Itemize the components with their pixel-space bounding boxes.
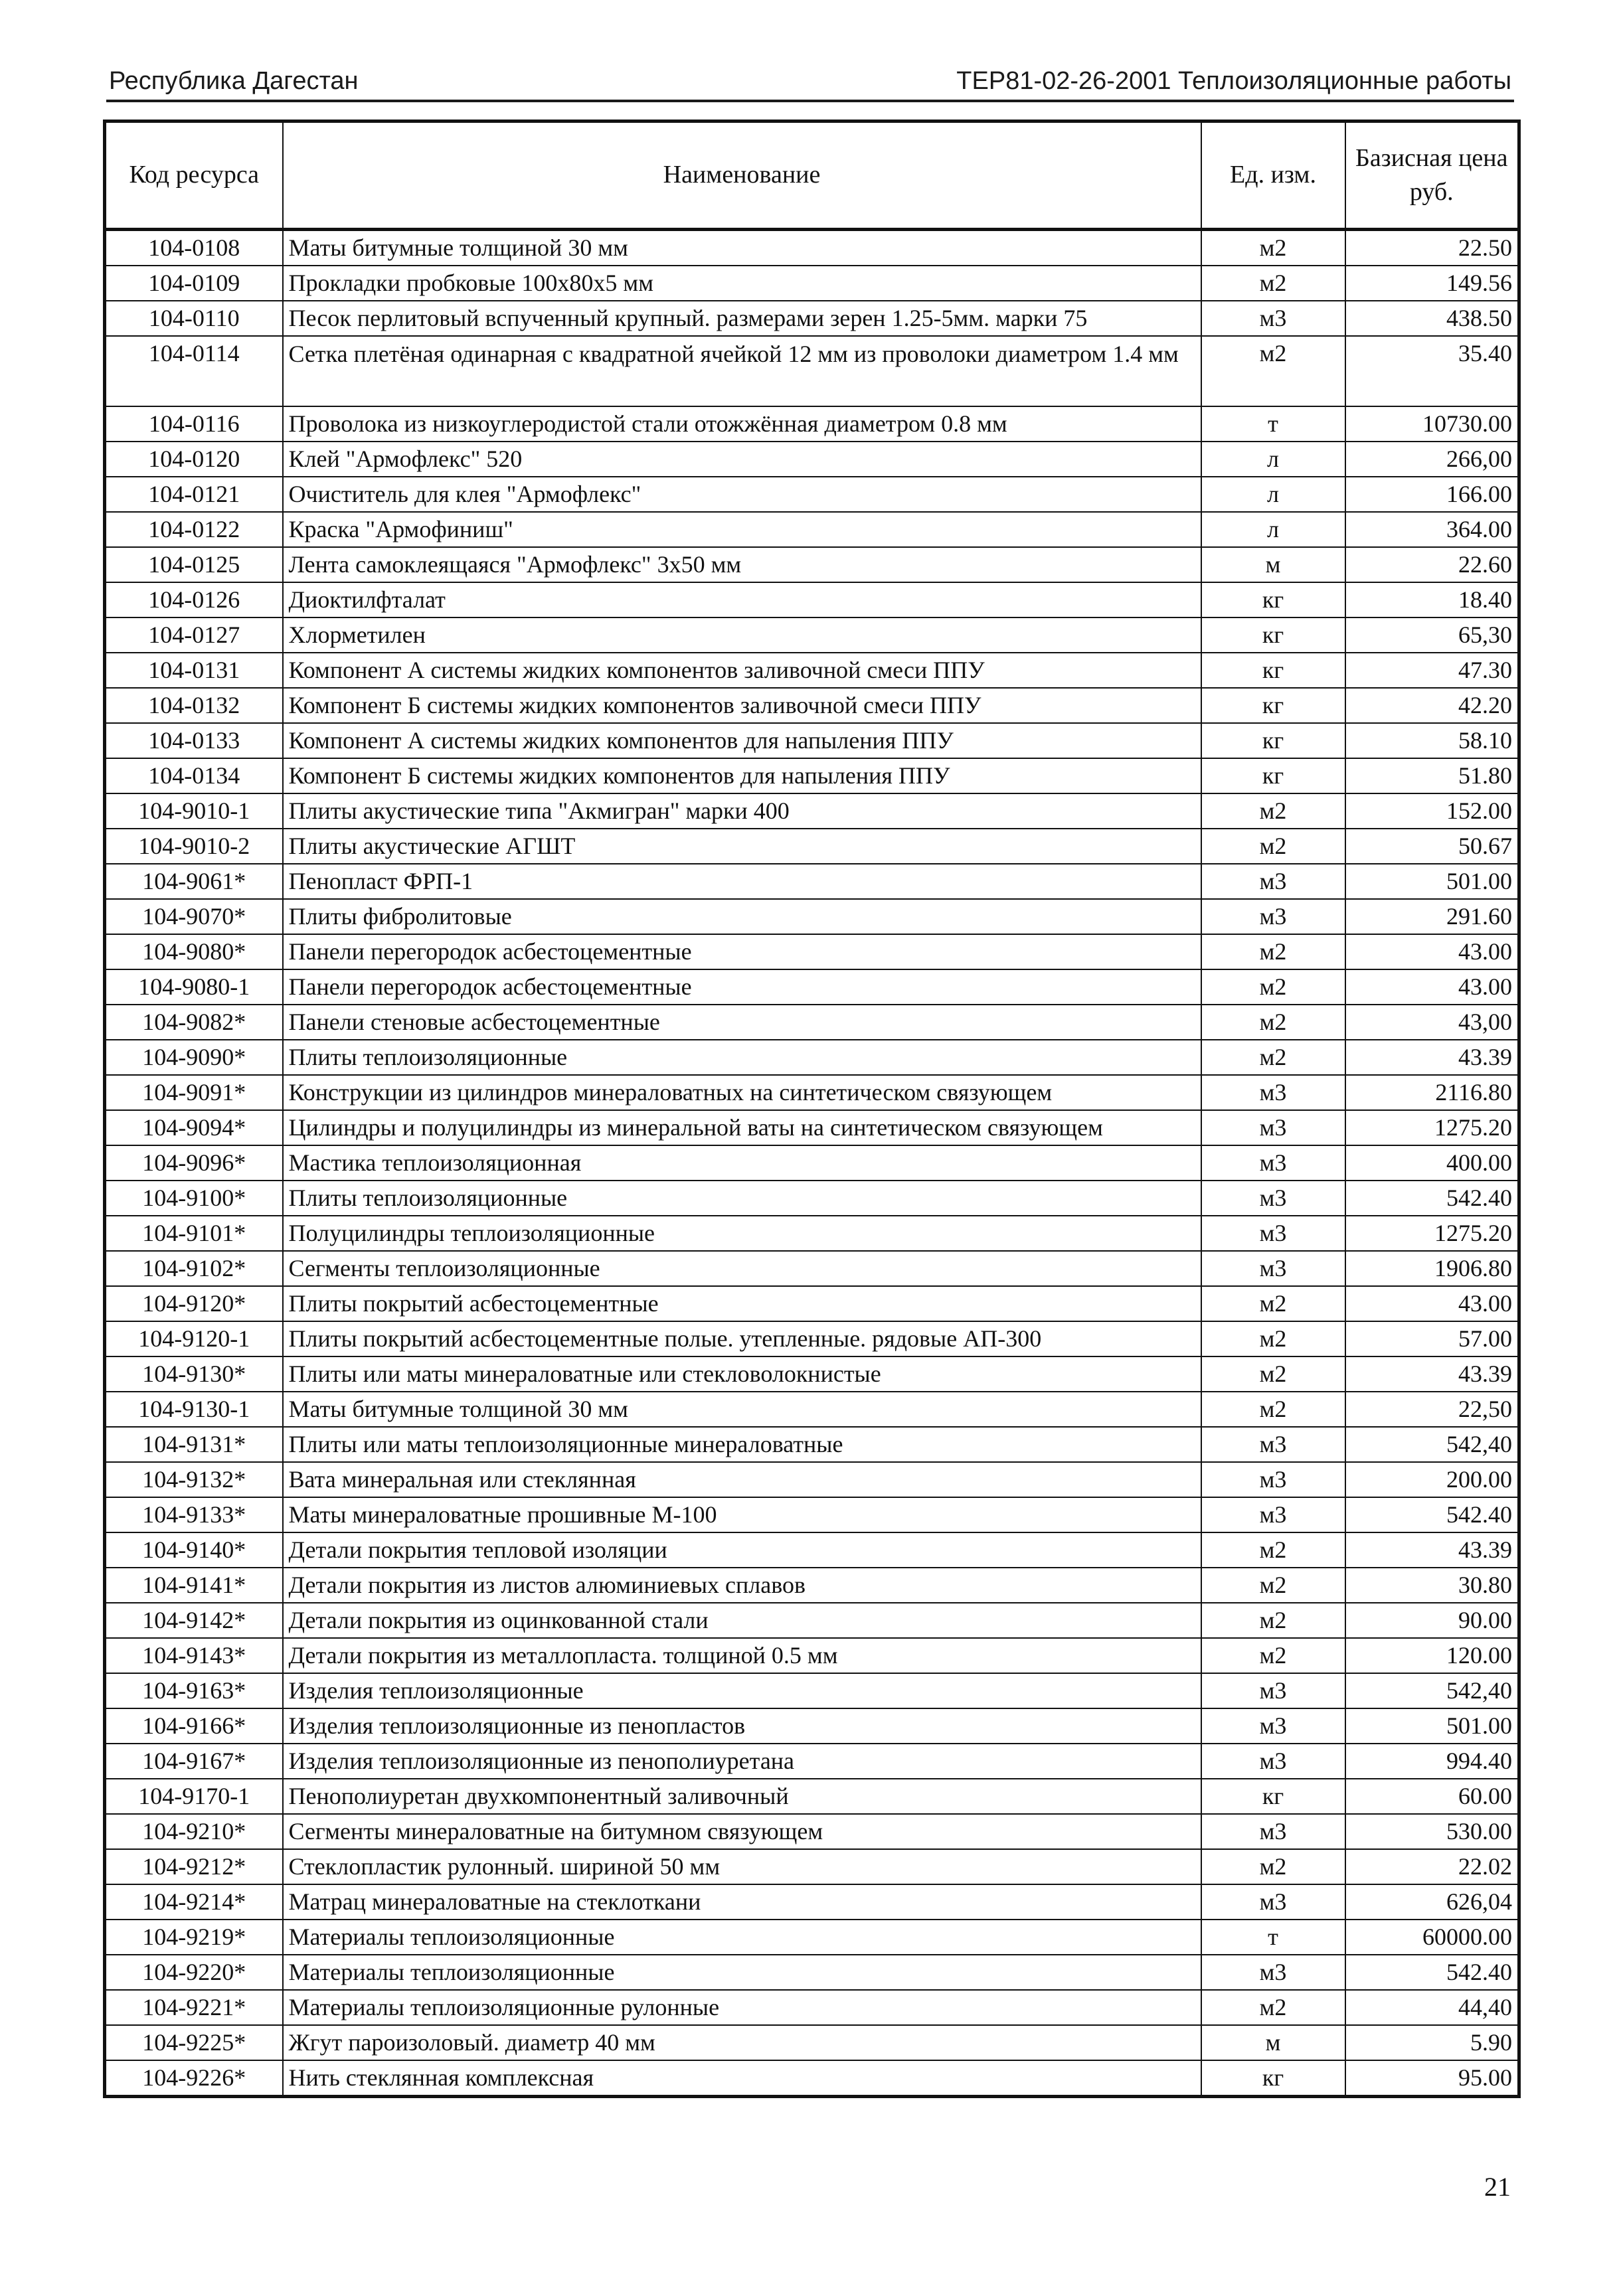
cell-name: Жгут пароизоловый. диаметр 40 мм xyxy=(283,2025,1201,2060)
cell-code: 104-9133* xyxy=(105,1497,283,1532)
cell-code: 104-0133 xyxy=(105,723,283,758)
cell-code: 104-9166* xyxy=(105,1708,283,1744)
cell-price: 43.39 xyxy=(1345,1532,1519,1568)
table-row xyxy=(105,1990,1519,2025)
table-row xyxy=(105,1040,1519,1075)
table-row xyxy=(105,1356,1519,1392)
cell-code: 104-9094* xyxy=(105,1110,283,1145)
table-row xyxy=(105,582,1519,617)
cell-unit: м3 xyxy=(1201,1110,1345,1145)
table-row xyxy=(105,864,1519,899)
cell-name: Краска "Армофиниш" xyxy=(283,512,1201,547)
cell-price: 43.00 xyxy=(1345,1286,1519,1321)
table-row xyxy=(105,1251,1519,1286)
column-header-name: Наименование xyxy=(283,122,1201,230)
cell-price: 1275.20 xyxy=(1345,1110,1519,1145)
cell-code: 104-9163* xyxy=(105,1673,283,1708)
cell-unit: м2 xyxy=(1201,1392,1345,1427)
table-row xyxy=(105,1532,1519,1568)
cell-price: 51.80 xyxy=(1345,758,1519,793)
cell-name: Сегменты минераловатные на битумном связующем xyxy=(283,1814,1201,1849)
cell-code: 104-9141* xyxy=(105,1568,283,1603)
cell-code: 104-9101* xyxy=(105,1216,283,1251)
table-row xyxy=(105,793,1519,829)
cell-code: 104-9061* xyxy=(105,864,283,899)
cell-code: 104-0131 xyxy=(105,653,283,688)
cell-price: 95.00 xyxy=(1345,2060,1519,2097)
cell-code: 104-9010-2 xyxy=(105,829,283,864)
table-row xyxy=(105,723,1519,758)
cell-name: Детали покрытия из листов алюминиевых сплавов xyxy=(283,1568,1201,1603)
cell-name: Материалы теплоизоляционные xyxy=(283,1920,1201,1955)
table-row xyxy=(105,442,1519,477)
cell-name: Маты минераловатные прошивные М-100 xyxy=(283,1497,1201,1532)
cell-code: 104-9130-1 xyxy=(105,1392,283,1427)
table-row xyxy=(105,336,1519,406)
table-row xyxy=(105,1603,1519,1638)
cell-name: Компонент А системы жидких компонентов заливочной смеси ППУ xyxy=(283,653,1201,688)
cell-unit: л xyxy=(1201,442,1345,477)
cell-price: 5.90 xyxy=(1345,2025,1519,2060)
cell-unit: м2 xyxy=(1201,934,1345,969)
cell-code: 104-0121 xyxy=(105,477,283,512)
cell-code: 104-9221* xyxy=(105,1990,283,2025)
cell-price: 50.67 xyxy=(1345,829,1519,864)
cell-price: 501.00 xyxy=(1345,1708,1519,1744)
cell-code: 104-9140* xyxy=(105,1532,283,1568)
table-row xyxy=(105,899,1519,934)
table-row xyxy=(105,1708,1519,1744)
cell-name: Маты битумные толщиной 30 мм xyxy=(283,230,1201,266)
cell-unit: м xyxy=(1201,547,1345,582)
cell-unit: м2 xyxy=(1201,1356,1345,1392)
cell-code: 104-0125 xyxy=(105,547,283,582)
cell-unit: м3 xyxy=(1201,1427,1345,1462)
cell-name: Компонент Б системы жидких компонентов для напыления ППУ xyxy=(283,758,1201,793)
table-row xyxy=(105,934,1519,969)
cell-price: 626,04 xyxy=(1345,1884,1519,1920)
cell-name: Панели стеновые асбестоцементные xyxy=(283,1005,1201,1040)
header-region: Республика Дагестан xyxy=(109,67,359,95)
table-row xyxy=(105,1075,1519,1110)
cell-unit: м3 xyxy=(1201,1673,1345,1708)
cell-unit: м2 xyxy=(1201,1568,1345,1603)
cell-code: 104-9131* xyxy=(105,1427,283,1462)
cell-code: 104-0132 xyxy=(105,688,283,723)
cell-price: 22.02 xyxy=(1345,1849,1519,1884)
column-header-unit: Ед. изм. xyxy=(1201,122,1345,230)
cell-code: 104-9090* xyxy=(105,1040,283,1075)
cell-price: 120.00 xyxy=(1345,1638,1519,1673)
cell-unit: кг xyxy=(1201,758,1345,793)
cell-code: 104-9210* xyxy=(105,1814,283,1849)
column-header-code: Код ресурса xyxy=(105,122,283,230)
cell-code: 104-9070* xyxy=(105,899,283,934)
table-row xyxy=(105,2060,1519,2097)
cell-code: 104-9142* xyxy=(105,1603,283,1638)
cell-price: 58.10 xyxy=(1345,723,1519,758)
table-row xyxy=(105,969,1519,1005)
cell-unit: л xyxy=(1201,477,1345,512)
table-row xyxy=(105,653,1519,688)
cell-code: 104-0108 xyxy=(105,230,283,266)
cell-name: Пенополиуретан двухкомпонентный заливочный xyxy=(283,1779,1201,1814)
cell-name: Компонент Б системы жидких компонентов заливочной смеси ППУ xyxy=(283,688,1201,723)
cell-name: Вата минеральная или стеклянная xyxy=(283,1462,1201,1497)
cell-code: 104-0126 xyxy=(105,582,283,617)
cell-unit: м3 xyxy=(1201,1884,1345,1920)
cell-name: Клей "Армофлекс" 520 xyxy=(283,442,1201,477)
cell-unit: м3 xyxy=(1201,1145,1345,1181)
cell-price: 18.40 xyxy=(1345,582,1519,617)
cell-name: Стеклопластик рулонный. шириной 50 мм xyxy=(283,1849,1201,1884)
cell-code: 104-9082* xyxy=(105,1005,283,1040)
cell-code: 104-0109 xyxy=(105,266,283,301)
cell-price: 266,00 xyxy=(1345,442,1519,477)
cell-unit: м2 xyxy=(1201,230,1345,266)
cell-name: Маты битумные толщиной 30 мм xyxy=(283,1392,1201,1427)
table-row xyxy=(105,1673,1519,1708)
table-row xyxy=(105,1216,1519,1251)
table-row xyxy=(105,547,1519,582)
cell-unit: м3 xyxy=(1201,1814,1345,1849)
cell-price: 43.00 xyxy=(1345,969,1519,1005)
cell-price: 200.00 xyxy=(1345,1462,1519,1497)
cell-name: Лента самоклеящаяся "Армофлекс" 3х50 мм xyxy=(283,547,1201,582)
cell-unit: кг xyxy=(1201,2060,1345,2097)
cell-name: Материалы теплоизоляционные xyxy=(283,1955,1201,1990)
cell-price: 542.40 xyxy=(1345,1955,1519,1990)
table-row xyxy=(105,1920,1519,1955)
cell-code: 104-9219* xyxy=(105,1920,283,1955)
cell-name: Детали покрытия тепловой изоляции xyxy=(283,1532,1201,1568)
table-row xyxy=(105,512,1519,547)
cell-code: 104-9220* xyxy=(105,1955,283,1990)
table-row xyxy=(105,1497,1519,1532)
cell-price: 57.00 xyxy=(1345,1321,1519,1356)
table-row xyxy=(105,2025,1519,2060)
cell-unit: м2 xyxy=(1201,336,1345,406)
table-row xyxy=(105,266,1519,301)
cell-name: Хлорметилен xyxy=(283,617,1201,653)
table-row xyxy=(105,1392,1519,1427)
cell-name: Изделия теплоизоляционные из пенополиуретана xyxy=(283,1744,1201,1779)
cell-name: Прокладки пробковые 100х80х5 мм xyxy=(283,266,1201,301)
cell-unit: кг xyxy=(1201,688,1345,723)
cell-price: 60000.00 xyxy=(1345,1920,1519,1955)
cell-unit: м3 xyxy=(1201,1462,1345,1497)
cell-unit: м2 xyxy=(1201,1286,1345,1321)
cell-code: 104-0122 xyxy=(105,512,283,547)
cell-price: 10730.00 xyxy=(1345,406,1519,442)
cell-unit: кг xyxy=(1201,582,1345,617)
cell-price: 400.00 xyxy=(1345,1145,1519,1181)
cell-name: Песок перлитовый вспученный крупный. размерами зерен 1.25-5мм. марки 75 xyxy=(283,301,1201,336)
cell-code: 104-0127 xyxy=(105,617,283,653)
table-row xyxy=(105,1181,1519,1216)
table-row xyxy=(105,617,1519,653)
cell-unit: л xyxy=(1201,512,1345,547)
header-rule xyxy=(106,100,1514,102)
cell-price: 30.80 xyxy=(1345,1568,1519,1603)
cell-name: Диоктилфталат xyxy=(283,582,1201,617)
cell-unit: т xyxy=(1201,406,1345,442)
cell-unit: м2 xyxy=(1201,1321,1345,1356)
cell-code: 104-0110 xyxy=(105,301,283,336)
cell-unit: кг xyxy=(1201,617,1345,653)
cell-code: 104-9080* xyxy=(105,934,283,969)
cell-price: 43,00 xyxy=(1345,1005,1519,1040)
cell-price: 542.40 xyxy=(1345,1181,1519,1216)
cell-code: 104-9170-1 xyxy=(105,1779,283,1814)
cell-unit: кг xyxy=(1201,1779,1345,1814)
cell-price: 43.00 xyxy=(1345,934,1519,969)
table-body xyxy=(105,230,1519,2097)
cell-unit: м2 xyxy=(1201,266,1345,301)
table-row xyxy=(105,1145,1519,1181)
cell-price: 501.00 xyxy=(1345,864,1519,899)
cell-unit: м3 xyxy=(1201,1216,1345,1251)
cell-name: Изделия теплоизоляционные xyxy=(283,1673,1201,1708)
cell-name: Мастика теплоизоляционная xyxy=(283,1145,1201,1181)
cell-price: 22.60 xyxy=(1345,547,1519,582)
cell-code: 104-9100* xyxy=(105,1181,283,1216)
cell-code: 104-9102* xyxy=(105,1251,283,1286)
cell-unit: м3 xyxy=(1201,1955,1345,1990)
cell-price: 152.00 xyxy=(1345,793,1519,829)
cell-price: 35.40 xyxy=(1345,336,1519,406)
cell-name: Плиты покрытий асбестоцементные xyxy=(283,1286,1201,1321)
cell-code: 104-0134 xyxy=(105,758,283,793)
cell-unit: м2 xyxy=(1201,969,1345,1005)
cell-unit: м3 xyxy=(1201,1744,1345,1779)
header-document-title: ТЕР81-02-26-2001 Теплоизоляционные работы xyxy=(956,67,1511,95)
cell-price: 542.40 xyxy=(1345,1497,1519,1532)
cell-name: Плиты акустические АГШТ xyxy=(283,829,1201,864)
cell-name: Материалы теплоизоляционные рулонные xyxy=(283,1990,1201,2025)
table-row xyxy=(105,1638,1519,1673)
cell-name: Полуцилиндры теплоизоляционные xyxy=(283,1216,1201,1251)
table-row xyxy=(105,688,1519,723)
cell-name: Очиститель для клея "Армофлекс" xyxy=(283,477,1201,512)
cell-unit: м xyxy=(1201,2025,1345,2060)
cell-unit: м3 xyxy=(1201,1497,1345,1532)
cell-price: 43.39 xyxy=(1345,1040,1519,1075)
cell-price: 530.00 xyxy=(1345,1814,1519,1849)
table-row xyxy=(105,406,1519,442)
cell-price: 542,40 xyxy=(1345,1673,1519,1708)
cell-code: 104-9080-1 xyxy=(105,969,283,1005)
table-row xyxy=(105,829,1519,864)
cell-name: Конструкции из цилиндров минераловатных на синтетическом связующем xyxy=(283,1075,1201,1110)
cell-unit: м2 xyxy=(1201,1990,1345,2025)
cell-name: Изделия теплоизоляционные из пенопластов xyxy=(283,1708,1201,1744)
cell-name: Панели перегородок асбестоцементные xyxy=(283,934,1201,969)
cell-name: Детали покрытия из оцинкованной стали xyxy=(283,1603,1201,1638)
cell-code: 104-9010-1 xyxy=(105,793,283,829)
cell-unit: м2 xyxy=(1201,793,1345,829)
cell-unit: м2 xyxy=(1201,1532,1345,1568)
table-row xyxy=(105,301,1519,336)
cell-code: 104-0114 xyxy=(105,336,283,406)
cell-price: 90.00 xyxy=(1345,1603,1519,1638)
page-header xyxy=(106,58,1514,101)
table-row xyxy=(105,1286,1519,1321)
cell-name: Нить стеклянная комплексная xyxy=(283,2060,1201,2097)
cell-code: 104-9214* xyxy=(105,1884,283,1920)
cell-name: Компонент А системы жидких компонентов для напыления ППУ xyxy=(283,723,1201,758)
cell-unit: м3 xyxy=(1201,1075,1345,1110)
cell-name: Плиты или маты теплоизоляционные минераловатные xyxy=(283,1427,1201,1462)
cell-price: 42.20 xyxy=(1345,688,1519,723)
cell-unit: м2 xyxy=(1201,1849,1345,1884)
cell-name: Цилиндры и полуцилиндры из минеральной ваты на синтетическом связующем xyxy=(283,1110,1201,1145)
cell-name: Плиты или маты минераловатные или стекловолокнистые xyxy=(283,1356,1201,1392)
cell-unit: м2 xyxy=(1201,1603,1345,1638)
cell-price: 43.39 xyxy=(1345,1356,1519,1392)
cell-code: 104-9225* xyxy=(105,2025,283,2060)
cell-price: 438.50 xyxy=(1345,301,1519,336)
cell-price: 22,50 xyxy=(1345,1392,1519,1427)
table-row xyxy=(105,477,1519,512)
cell-name: Матрац минераловатные на стеклоткани xyxy=(283,1884,1201,1920)
cell-code: 104-0116 xyxy=(105,406,283,442)
cell-price: 1275.20 xyxy=(1345,1216,1519,1251)
cell-price: 291.60 xyxy=(1345,899,1519,934)
cell-name: Пенопласт ФРП-1 xyxy=(283,864,1201,899)
cell-code: 104-9096* xyxy=(105,1145,283,1181)
cell-code: 104-9167* xyxy=(105,1744,283,1779)
cell-unit: м2 xyxy=(1201,829,1345,864)
cell-price: 994.40 xyxy=(1345,1744,1519,1779)
cell-code: 104-9120-1 xyxy=(105,1321,283,1356)
cell-price: 149.56 xyxy=(1345,266,1519,301)
page-number: 21 xyxy=(1484,2172,1511,2202)
table-row xyxy=(105,1955,1519,1990)
cell-name: Сетка плетёная одинарная с квадратной ячейкой 12 мм из проволоки диаметром 1.4 мм xyxy=(283,336,1201,406)
cell-code: 104-9226* xyxy=(105,2060,283,2097)
cell-code: 104-9143* xyxy=(105,1638,283,1673)
table-row xyxy=(105,230,1519,266)
cell-unit: м2 xyxy=(1201,1638,1345,1673)
cell-price: 2116.80 xyxy=(1345,1075,1519,1110)
cell-name: Панели перегородок асбестоцементные xyxy=(283,969,1201,1005)
cell-unit: м3 xyxy=(1201,1708,1345,1744)
cell-price: 1906.80 xyxy=(1345,1251,1519,1286)
table-row xyxy=(105,1884,1519,1920)
cell-unit: м3 xyxy=(1201,899,1345,934)
cell-price: 364.00 xyxy=(1345,512,1519,547)
table-row xyxy=(105,1462,1519,1497)
cell-name: Плиты теплоизоляционные xyxy=(283,1181,1201,1216)
cell-price: 44,40 xyxy=(1345,1990,1519,2025)
cell-price: 22.50 xyxy=(1345,230,1519,266)
cell-price: 47.30 xyxy=(1345,653,1519,688)
table-row xyxy=(105,1849,1519,1884)
cell-unit: кг xyxy=(1201,653,1345,688)
cell-unit: м2 xyxy=(1201,1005,1345,1040)
cell-code: 104-9120* xyxy=(105,1286,283,1321)
table-row xyxy=(105,1110,1519,1145)
cell-name: Плиты покрытий асбестоцементные полые. утепленные. рядовые АП-300 xyxy=(283,1321,1201,1356)
cell-price: 166.00 xyxy=(1345,477,1519,512)
cell-unit: м3 xyxy=(1201,1251,1345,1286)
cell-name: Проволока из низкоуглеродистой стали отожжённая диаметром 0.8 мм xyxy=(283,406,1201,442)
resource-table xyxy=(103,120,1521,2098)
cell-code: 104-9091* xyxy=(105,1075,283,1110)
cell-code: 104-9212* xyxy=(105,1849,283,1884)
cell-code: 104-9130* xyxy=(105,1356,283,1392)
cell-unit: м3 xyxy=(1201,1181,1345,1216)
table-row xyxy=(105,1744,1519,1779)
table-row xyxy=(105,1779,1519,1814)
cell-unit: м3 xyxy=(1201,864,1345,899)
cell-code: 104-9132* xyxy=(105,1462,283,1497)
table-row xyxy=(105,1814,1519,1849)
cell-code: 104-0120 xyxy=(105,442,283,477)
cell-price: 65,30 xyxy=(1345,617,1519,653)
cell-name: Плиты фибролитовые xyxy=(283,899,1201,934)
table-row xyxy=(105,1568,1519,1603)
cell-unit: м3 xyxy=(1201,301,1345,336)
table-row xyxy=(105,758,1519,793)
column-header-price: Базисная цена руб. xyxy=(1345,122,1519,230)
table-row xyxy=(105,1427,1519,1462)
cell-name: Детали покрытия из металлопласта. толщиной 0.5 мм xyxy=(283,1638,1201,1673)
cell-name: Плиты акустические типа "Акмигран" марки 400 xyxy=(283,793,1201,829)
cell-name: Плиты теплоизоляционные xyxy=(283,1040,1201,1075)
cell-price: 60.00 xyxy=(1345,1779,1519,1814)
cell-unit: кг xyxy=(1201,723,1345,758)
table-row xyxy=(105,1321,1519,1356)
table-header-row xyxy=(105,122,1519,230)
table-row xyxy=(105,1005,1519,1040)
cell-unit: м2 xyxy=(1201,1040,1345,1075)
cell-unit: т xyxy=(1201,1920,1345,1955)
cell-name: Сегменты теплоизоляционные xyxy=(283,1251,1201,1286)
cell-price: 542,40 xyxy=(1345,1427,1519,1462)
